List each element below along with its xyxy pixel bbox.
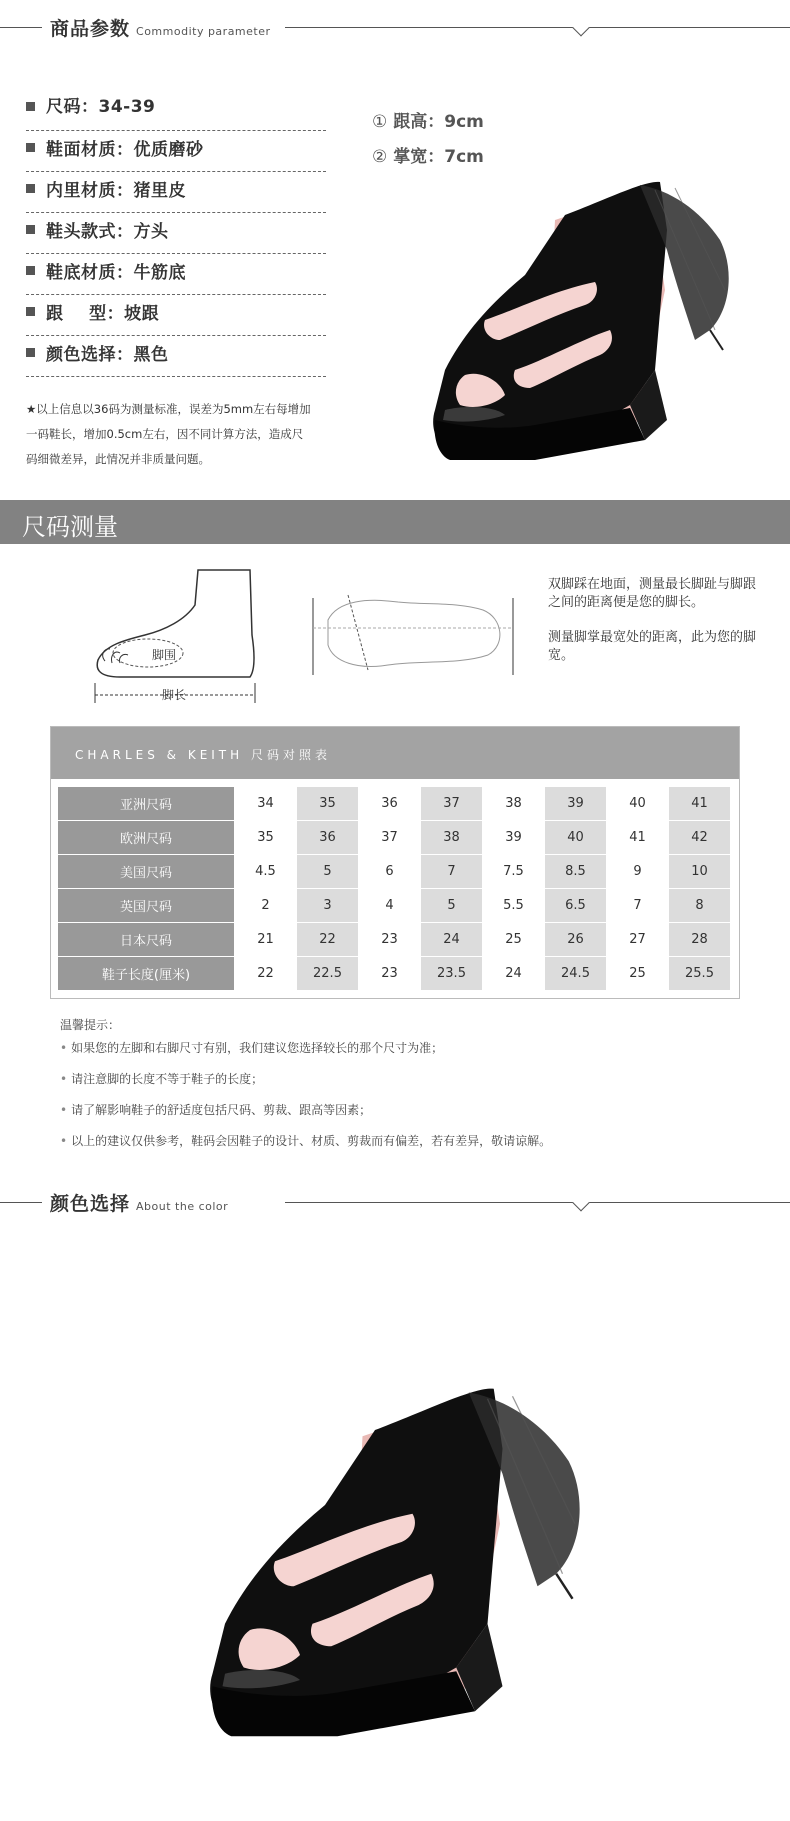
size-row bbox=[58, 855, 730, 888]
section-title bbox=[50, 1189, 228, 1216]
param-row bbox=[26, 131, 326, 172]
size-cell: 41 bbox=[669, 787, 730, 820]
size-cell: 23 bbox=[359, 957, 420, 990]
size-cell: 5 bbox=[297, 855, 358, 888]
size-cell: 7 bbox=[421, 855, 482, 888]
number-badge: ② bbox=[372, 147, 388, 167]
size-measure-banner bbox=[0, 500, 790, 544]
size-row bbox=[58, 821, 730, 854]
size-cell: 42 bbox=[669, 821, 730, 854]
size-cell: 6 bbox=[359, 855, 420, 888]
note-line: 码细微差异，此情况并非质量问题。 bbox=[26, 452, 210, 466]
size-cell: 7 bbox=[607, 889, 668, 922]
size-cell: 22.5 bbox=[297, 957, 358, 990]
note-line: 一码鞋长，增加0.5cm左右，因不同计算方法，造成尺 bbox=[26, 427, 304, 441]
square-bullet-icon bbox=[26, 143, 35, 152]
header-line bbox=[0, 1202, 42, 1203]
size-cell: 27 bbox=[607, 923, 668, 956]
size-row bbox=[58, 787, 730, 820]
param-row bbox=[26, 254, 326, 295]
section-header-params bbox=[0, 0, 790, 40]
size-cell: 24 bbox=[483, 957, 544, 990]
header-notch bbox=[573, 20, 590, 37]
tips bbox=[60, 1016, 551, 1163]
measure-width-text: 测量脚掌最宽处的距离，此为您的脚宽。 bbox=[548, 630, 757, 663]
square-bullet-icon bbox=[26, 102, 35, 111]
size-cell: 7.5 bbox=[483, 855, 544, 888]
number-badge: ① bbox=[372, 112, 388, 132]
param-row bbox=[26, 295, 326, 336]
foot-length-label: 脚长 bbox=[162, 688, 187, 702]
foot-top-diagram bbox=[308, 590, 518, 680]
size-note bbox=[26, 397, 346, 472]
foot-circumference-label: 脚围 bbox=[152, 648, 177, 662]
size-cell: 26 bbox=[545, 923, 606, 956]
size-cell: 22 bbox=[235, 957, 296, 990]
size-cell: 36 bbox=[359, 787, 420, 820]
size-cell: 23 bbox=[359, 923, 420, 956]
note-line: ★以上信息以36码为测量标准，误差为5mm左右每增加 bbox=[26, 402, 311, 416]
size-cell: 28 bbox=[669, 923, 730, 956]
section-title-text: 商品参数 bbox=[50, 18, 131, 40]
size-cell: 35 bbox=[235, 821, 296, 854]
banner-title: 尺码测量 bbox=[22, 513, 118, 541]
param-text: 尺码：34-39 bbox=[46, 97, 156, 117]
size-row-label: 欧洲尺码 bbox=[58, 821, 234, 854]
section-header-color bbox=[0, 1175, 790, 1215]
param-row bbox=[26, 213, 326, 254]
square-bullet-icon bbox=[26, 225, 35, 234]
size-cell: 40 bbox=[545, 821, 606, 854]
size-cell: 39 bbox=[545, 787, 606, 820]
size-cell: 25 bbox=[483, 923, 544, 956]
foot-side-diagram bbox=[90, 565, 265, 705]
size-cell: 39 bbox=[483, 821, 544, 854]
param-text: 鞋底材质：牛筋底 bbox=[46, 263, 186, 283]
size-row-label: 英国尺码 bbox=[58, 889, 234, 922]
params-list bbox=[26, 90, 326, 377]
param-text: 鞋面材质：优质磨砂 bbox=[46, 140, 204, 160]
size-cell: 21 bbox=[235, 923, 296, 956]
size-cell: 40 bbox=[607, 787, 668, 820]
param-text: 内里材质：猪里皮 bbox=[46, 181, 186, 201]
size-chart bbox=[50, 726, 740, 999]
header-line bbox=[285, 1202, 790, 1203]
param-row bbox=[26, 90, 326, 131]
size-cell: 37 bbox=[421, 787, 482, 820]
size-cell: 23.5 bbox=[421, 957, 482, 990]
sole-width bbox=[372, 142, 484, 167]
tip-item: • 请注意脚的长度不等于鞋子的长度； bbox=[60, 1070, 551, 1101]
size-cell: 25.5 bbox=[669, 957, 730, 990]
header-line bbox=[0, 27, 42, 28]
size-cell: 38 bbox=[483, 787, 544, 820]
section-title-text: 颜色选择 bbox=[50, 1193, 131, 1215]
size-cell: 2 bbox=[235, 889, 296, 922]
size-row-label: 亚洲尺码 bbox=[58, 787, 234, 820]
square-bullet-icon bbox=[26, 184, 35, 193]
header-line bbox=[285, 27, 790, 28]
size-chart-title: CHARLES & KEITH 尺码对照表 bbox=[75, 748, 331, 762]
shoe-product-image bbox=[405, 170, 765, 460]
param-row bbox=[26, 336, 326, 377]
size-cell: 38 bbox=[421, 821, 482, 854]
size-cell: 37 bbox=[359, 821, 420, 854]
size-cell: 4.5 bbox=[235, 855, 296, 888]
param-text: 跟 型：坡跟 bbox=[46, 304, 160, 324]
header-notch bbox=[573, 1195, 590, 1212]
tips-title: 温馨提示： bbox=[60, 1018, 121, 1032]
tip-item: • 以上的建议仅供参考，鞋码会因鞋子的设计、材质、剪裁而有偏差，若有差异，敬请谅解。 bbox=[60, 1132, 551, 1163]
size-cell: 41 bbox=[607, 821, 668, 854]
size-row-label: 日本尺码 bbox=[58, 923, 234, 956]
size-cell: 22 bbox=[297, 923, 358, 956]
size-cell: 34 bbox=[235, 787, 296, 820]
size-row bbox=[58, 889, 730, 922]
size-cell: 8.5 bbox=[545, 855, 606, 888]
shoe-color-image bbox=[175, 1355, 625, 1755]
size-cell: 5 bbox=[421, 889, 482, 922]
heel-height bbox=[372, 107, 484, 132]
size-cell: 24.5 bbox=[545, 957, 606, 990]
size-cell: 25 bbox=[607, 957, 668, 990]
extra-text: 跟高：9cm bbox=[393, 112, 484, 132]
size-row-label: 美国尺码 bbox=[58, 855, 234, 888]
size-cell: 8 bbox=[669, 889, 730, 922]
section-subtitle: About the color bbox=[136, 1200, 229, 1213]
measure-length-text: 双脚踩在地面，测量最长脚趾与脚跟之间的距离便是您的脚长。 bbox=[548, 577, 757, 610]
size-chart-table bbox=[57, 786, 731, 991]
size-cell: 3 bbox=[297, 889, 358, 922]
section-subtitle: Commodity parameter bbox=[136, 25, 271, 38]
param-row bbox=[26, 172, 326, 213]
param-text: 鞋头款式：方头 bbox=[46, 222, 169, 242]
size-cell: 9 bbox=[607, 855, 668, 888]
size-cell: 10 bbox=[669, 855, 730, 888]
size-chart-header bbox=[51, 727, 739, 779]
tip-item: • 如果您的左脚和右脚尺寸有别，我们建议您选择较长的那个尺寸为准； bbox=[60, 1039, 551, 1070]
square-bullet-icon bbox=[26, 266, 35, 275]
square-bullet-icon bbox=[26, 307, 35, 316]
size-cell: 6.5 bbox=[545, 889, 606, 922]
size-cell: 5.5 bbox=[483, 889, 544, 922]
tip-item: • 请了解影响鞋子的舒适度包括尺码、剪裁、跟高等因素； bbox=[60, 1101, 551, 1132]
size-cell: 36 bbox=[297, 821, 358, 854]
size-row bbox=[58, 957, 730, 990]
size-cell: 24 bbox=[421, 923, 482, 956]
size-row bbox=[58, 923, 730, 956]
size-cell: 35 bbox=[297, 787, 358, 820]
size-cell: 4 bbox=[359, 889, 420, 922]
param-text: 颜色选择：黑色 bbox=[46, 345, 169, 365]
size-row-label: 鞋子长度(厘米) bbox=[58, 957, 234, 990]
square-bullet-icon bbox=[26, 348, 35, 357]
section-title bbox=[50, 14, 271, 41]
extra-text: 掌宽：7cm bbox=[393, 147, 484, 167]
